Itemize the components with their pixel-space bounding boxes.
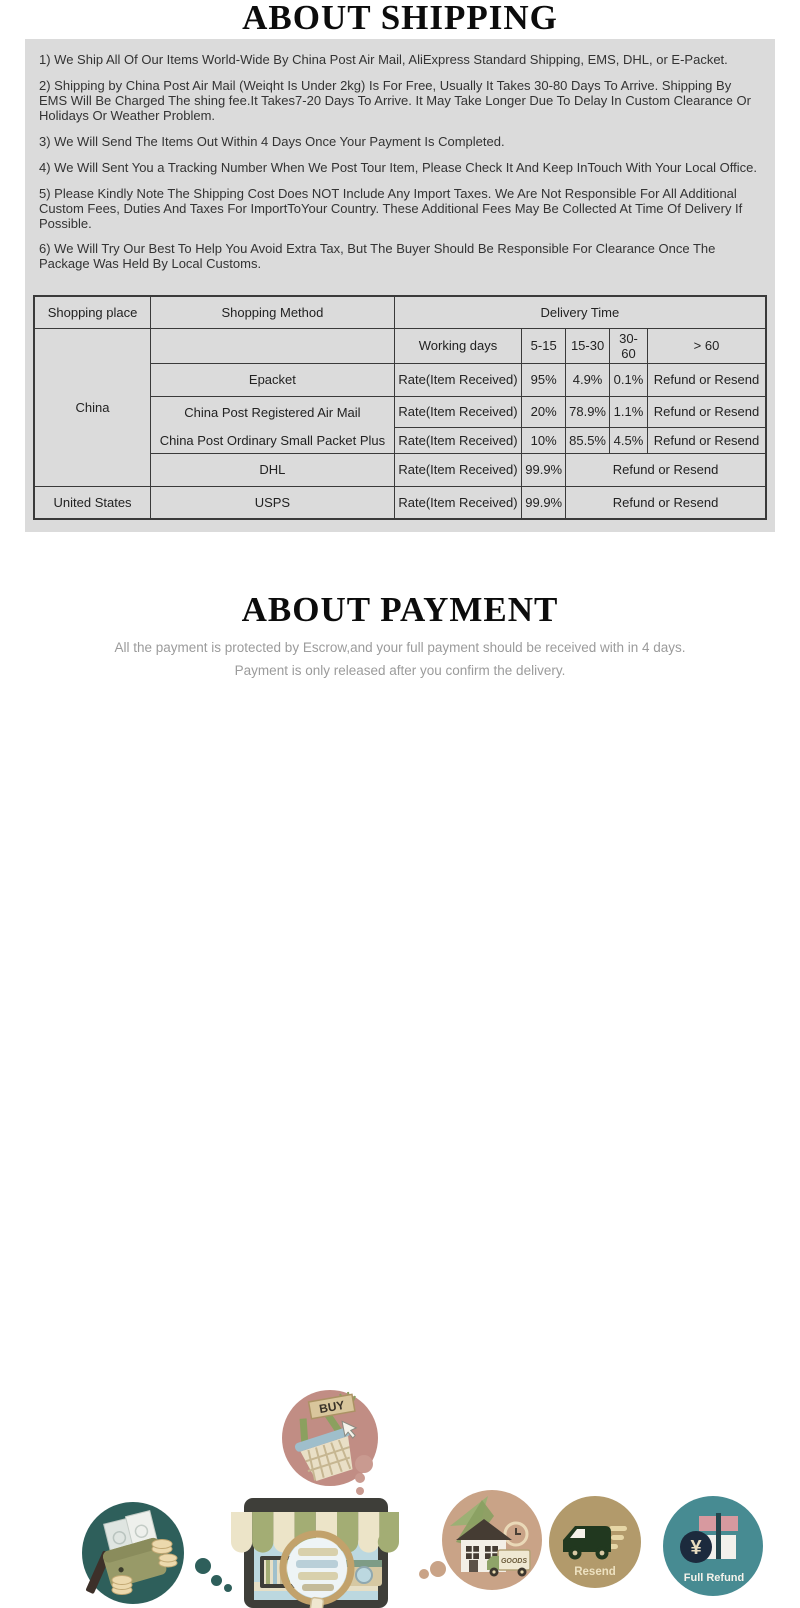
cell-range-3: 30-60 [610,328,648,363]
resend-van-icon [549,1496,641,1588]
payment-line-1: All the payment is protected by Escrow,and your full payment should be received with in 4 days. [114,640,686,656]
cell-result: Refund or Resend [566,486,766,519]
cell-rate-1: 99.9% [522,453,566,486]
cell-rate-1: 99.9% [522,486,566,519]
goods-delivery-icon [442,1490,542,1590]
shipping-info-box [25,39,775,532]
header-delivery-time: Delivery Time [394,296,766,328]
shipping-paragraph-3: 3) We Will Send The Items Out Within 4 Days Once Your Payment Is Completed. [39,133,505,149]
cell-method: China Post Registered Air Mail [151,396,395,427]
goods-box-label: GOODS [500,1558,528,1566]
header-shopping-method: Shopping Method [151,296,395,328]
yen-symbol: ¥ [690,1537,702,1560]
cell-method: USPS [151,486,395,519]
magnifier-icon [283,1534,351,1608]
resend-label: Resend [574,1566,616,1579]
cell-place-united-states: United States [34,486,151,519]
cell-rate-label: Rate(Item Received) [394,427,522,453]
full-refund-icon [663,1496,763,1596]
cell-rate-2: 78.9% [566,396,610,427]
cell-rate-1: 10% [522,427,566,453]
shipping-paragraph-1: 1) We Ship All Of Our Items World-Wide By China Post Air Mail, AliExpress Standard Shipping, EMS, DHL, or E-Packet. [39,52,728,67]
cell-rate-1: 20% [522,396,566,427]
teal-dot [211,1575,222,1586]
illustration-strip [0,678,800,1585]
tan-dot [419,1569,429,1579]
cell-result: Refund or Resend [647,396,766,427]
wallet-money-icon [82,1502,184,1604]
cell-range-1: 5-15 [522,328,566,363]
cell-result: Refund or Resend [647,427,766,453]
table-row-usps [34,486,766,519]
shipping-paragraph-6: 6) We Will Try Our Best To Help You Avoid Extra Tax, But The Buyer Should Be Responsible For Clearance Once The Package Was Held By Local Customs. [39,241,716,272]
storefront-search-icon [230,1496,400,1608]
cell-rate-2: 4.9% [566,363,610,396]
payment-title: ABOUT PAYMENT [241,590,559,630]
payment-line-2: Payment is only released after you confirm the delivery. [234,663,566,679]
cell-empty [151,328,395,363]
buy-banner-label: BUY [318,1398,346,1417]
cell-rate-2: 85.5% [566,427,610,453]
cell-rate-1: 95% [522,363,566,396]
cell-rate-label: Rate(Item Received) [394,486,522,519]
cell-rate-label: Rate(Item Received) [394,396,522,427]
cell-rate-label: Rate(Item Received) [394,453,522,486]
table-header-row [34,296,766,328]
cell-working-days: Working days [394,328,522,363]
cell-method: DHL [151,453,395,486]
shipping-paragraph-2: 2) Shipping by China Post Air Mail (Weiqht Is Under 2kg) Is For Free, Usually It Takes 30-80 Days To Arrive. Shipping By EMS Will Be Charged The shing fee.It Takes7-20 Days To Arrive. It May Take Longer Due To Delay In Custom Clearance Or Holidays Or Weather Problem. [39,77,751,123]
teal-dot [195,1558,211,1574]
cell-method: China Post Ordinary Small Packet Plus [151,427,395,453]
cell-rate-label: Rate(Item Received) [394,363,522,396]
shipping-paragraph-4: 4) We Will Sent You a Tracking Number When We Post Tour Item, Please Check It And Keep InTouch With Your Local Office. [39,159,758,175]
shipping-title: ABOUT SHIPPING [242,0,558,37]
yen-badge [680,1531,712,1563]
cell-result: Refund or Resend [566,453,766,486]
shipping-rates-table [33,295,767,520]
pink-dot [356,1487,364,1495]
shipping-paragraph-5: 5) Please Kindly Note The Shipping Cost Does NOT Include Any Import Taxes. We Are Not Responsible For All Additional Custom Fees, Duties And Taxes For ImportToYour Country. These Additional Fees May Be Collected At Time Of Delivery If Possible. [39,185,743,231]
header-shopping-place: Shopping place [34,296,151,328]
cell-rate-3: 0.1% [610,363,648,396]
cell-range-4: > 60 [647,328,766,363]
cell-rate-3: 1.1% [610,396,648,427]
cell-result: Refund or Resend [647,363,766,396]
cell-range-2: 15-30 [566,328,610,363]
cell-place-china: China [34,328,151,486]
full-refund-label: Full Refund [683,1572,745,1585]
cell-rate-3: 4.5% [610,427,648,453]
table-subheader-row [34,328,766,363]
cell-method: Epacket [151,363,395,396]
